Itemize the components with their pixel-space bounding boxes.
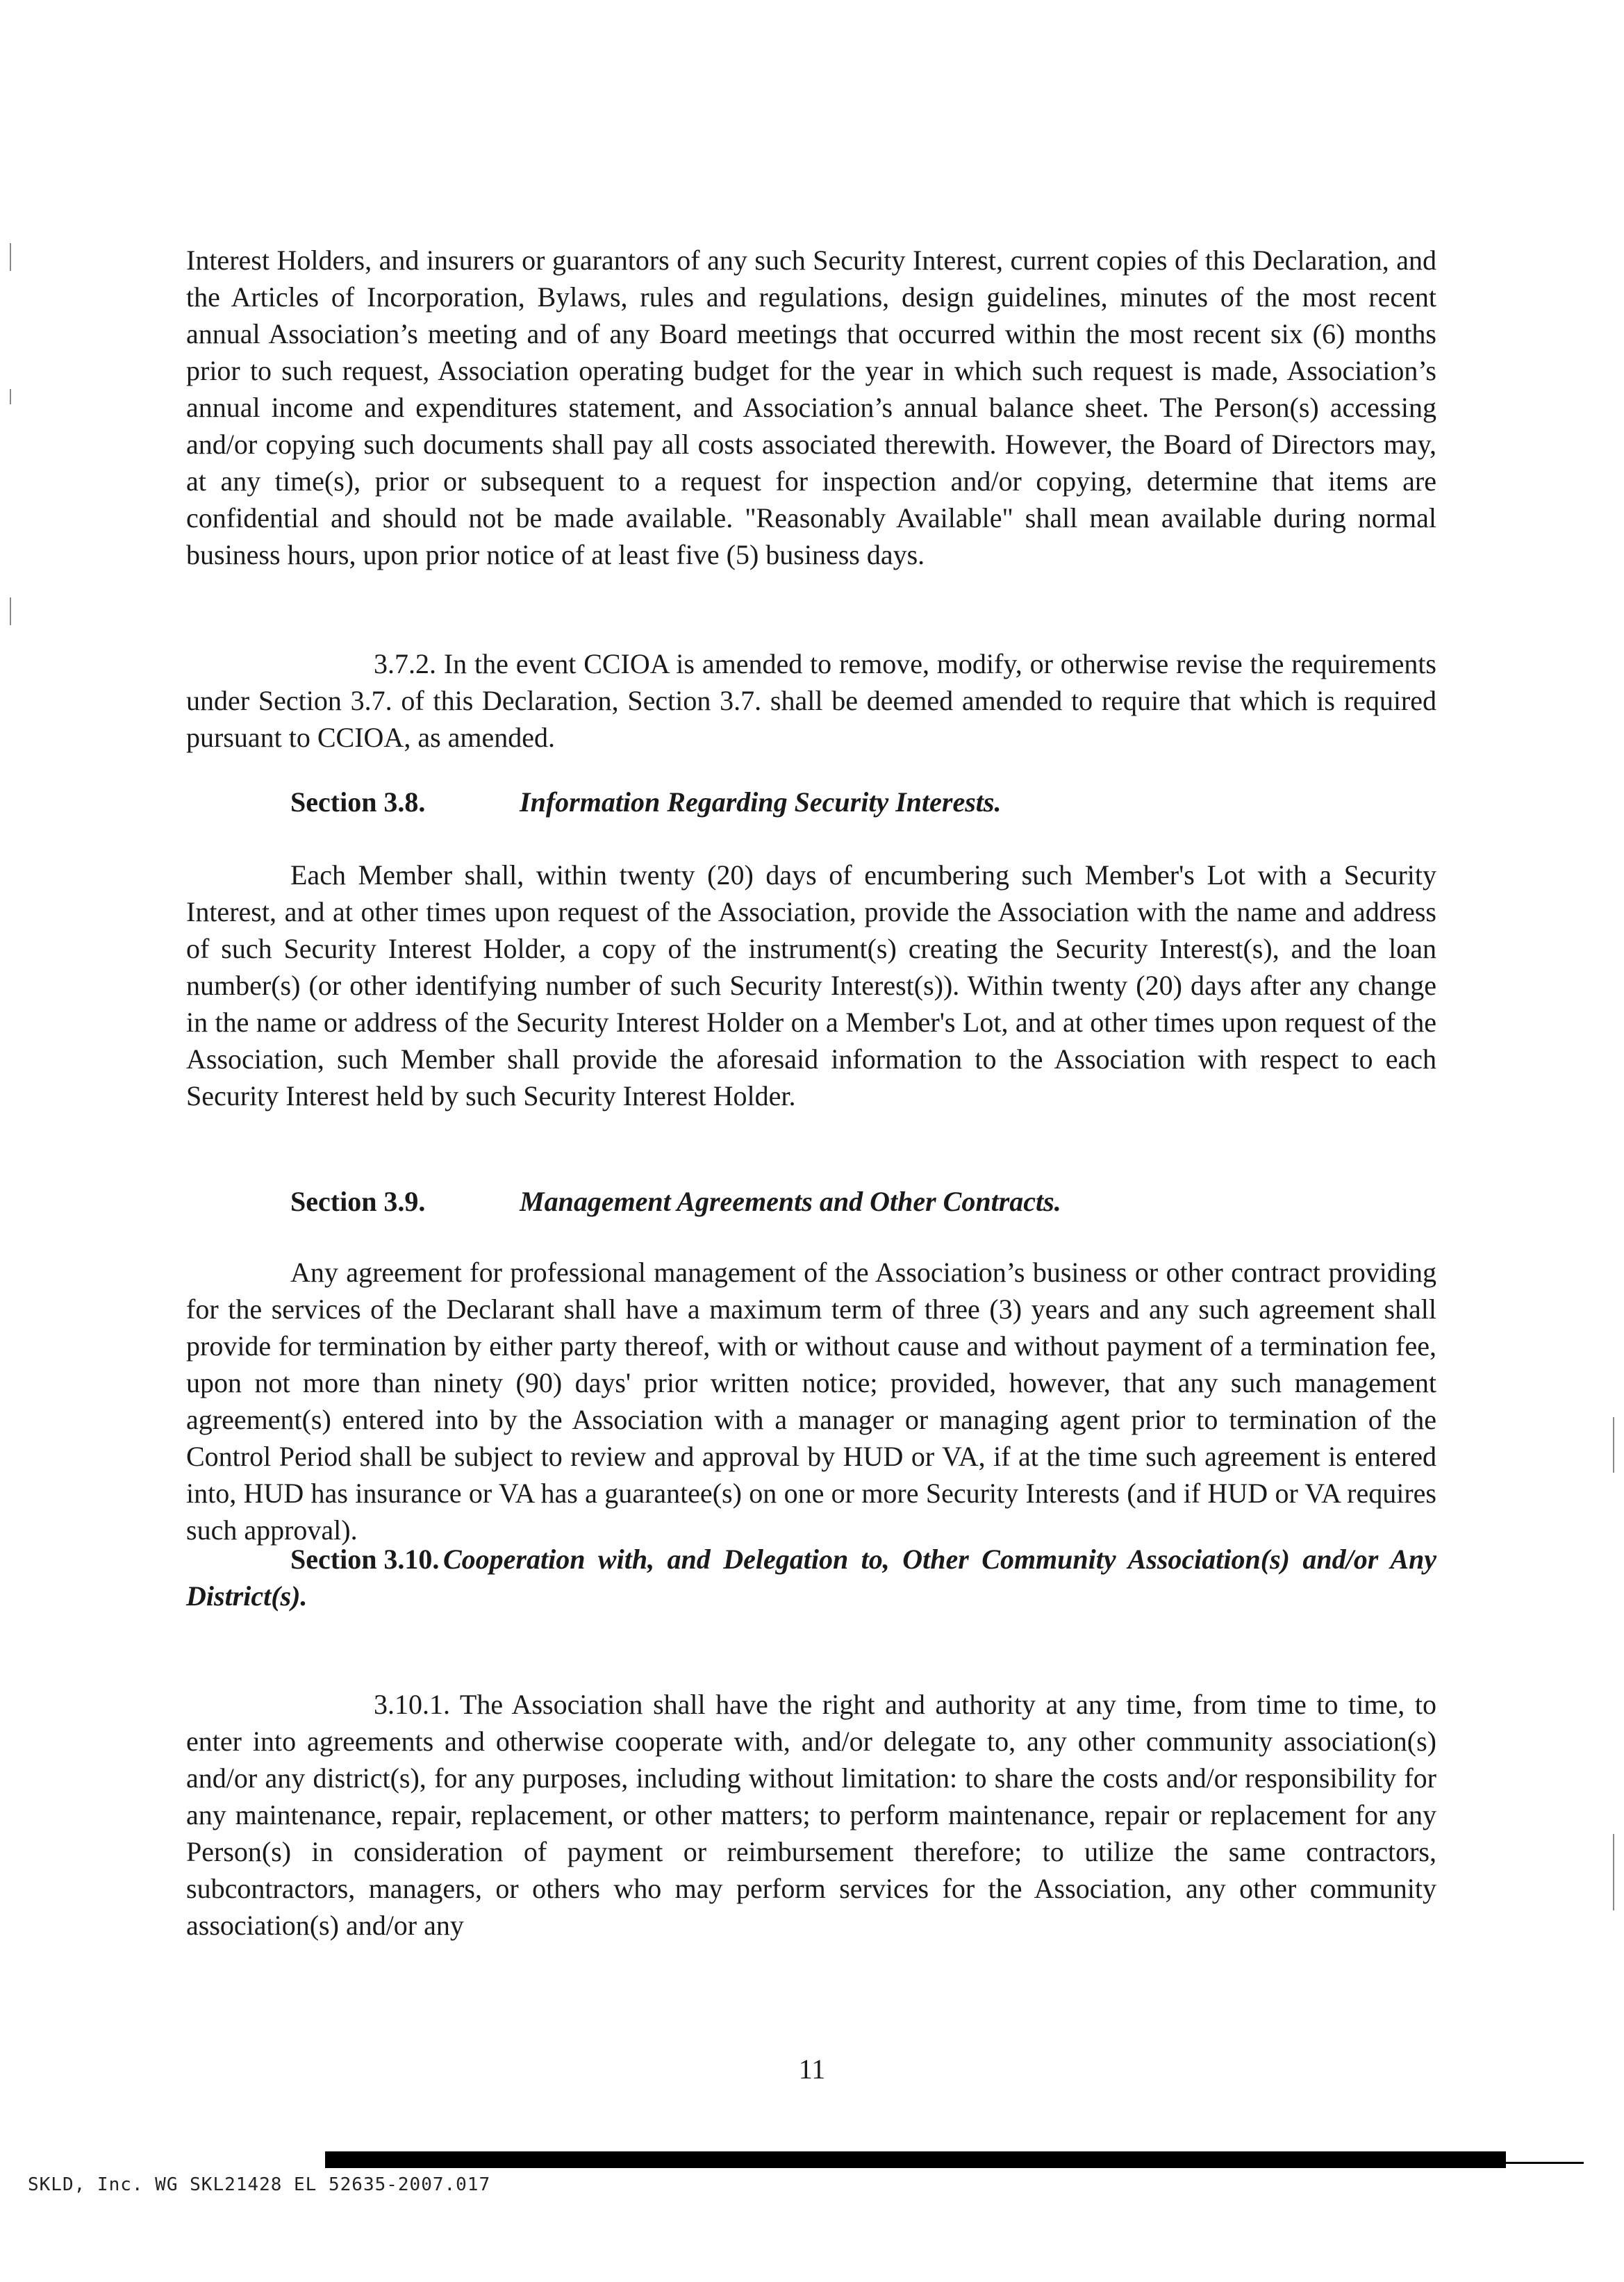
- section-3-8-heading: [186, 784, 1436, 820]
- section-3-8-number: Section 3.8.: [290, 786, 426, 818]
- paragraph-3-7-2: 3.7.2. In the event CCIOA is amended to remove, modify, or otherwise revise the requirements under Section 3.7. of this Declaration, Section 3.7. shall be deemed amended to require that which is required pursuant to CCIOA, as amended.: [186, 648, 1436, 753]
- section-3-8-title: Information Regarding Security Interests.: [520, 786, 1002, 818]
- page-number: 11: [798, 2053, 826, 2085]
- footer-bar-line: [1500, 2162, 1584, 2164]
- scan-mark: [10, 243, 11, 271]
- paragraph-section-3-9: Any agreement for professional management of the Association’s business or other contract providing for the services of the Declarant shall have a maximum term of three (3) years and any such agreement shall provide for termination by either party thereof, with or without cause and without payment of a termination fee, upon not more than ninety (90) days' prior written notice; provided, however, that any such management agreement(s) entered into by the Association with a manager or managing agent prior to termination of the Control Period shall be subject to review and approval by HUD or VA, if at the time such agreement is entered into, HUD has insurance or VA has a guarantee(s) on one or more Security Interests (and if HUD or VA requires such approval).: [186, 1257, 1436, 1546]
- section-3-9-title: Management Agreements and Other Contracts.: [520, 1186, 1061, 1217]
- paragraph-section-3-8: Each Member shall, within twenty (20) days of encumbering such Member's Lot with a Security Interest, and at other times upon request of the Association, provide the Association with the name and address of such Security Interest Holder, a copy of the instrument(s) creating the Security Interest(s), and the loan number(s) (or other identifying number of such Security Interest(s)). Within twenty (20) days after any change in the name or address of the Security Interest Holder on a Member's Lot, and at other times upon request of the Association, such Member shall provide the aforesaid information to the Association with respect to each Security Interest held by such Security Interest Holder.: [186, 859, 1436, 1111]
- scan-mark: [10, 389, 11, 404]
- section-3-9-heading: [186, 1183, 1436, 1220]
- scan-mark: [10, 597, 11, 625]
- footer-bar: [325, 2151, 1506, 2168]
- section-3-10-number: Section 3.10.: [290, 1544, 440, 1575]
- scan-mark: [1613, 1834, 1614, 1910]
- paragraph-inspection-documents: Interest Holders, and insurers or guarantors of any such Security Interest, current copies of this Declaration, and the Articles of Incorporation, Bylaws, rules and regulations, design guidelines, minutes of the most recent annual Association’s meeting and of any Board meetings that occurred within the most recent six (6) months prior to such request, Association operating budget for the year in which such request is made, Association’s annual income and expenditures statement, and Association’s annual balance sheet. The Person(s) accessing and/or copying such documents shall pay all costs associated therewith. However, the Board of Directors may, at any time(s), prior or subsequent to a request for inspection and/or copying, determine that items are confidential and should not be made available. "Reasonably Available" shall mean available during normal business hours, upon prior notice of at least five (5) business days.: [186, 245, 1436, 570]
- section-3-9-number: Section 3.9.: [290, 1186, 426, 1217]
- section-3-10-title: Cooperation with, and Delegation to, Other Community Association(s) and/or Any District(s).: [186, 1544, 1436, 1612]
- section-3-10-heading: [186, 1541, 1436, 1614]
- paragraph-3-10-1: 3.10.1. The Association shall have the right and authority at any time, from time to time, to enter into agreements and otherwise cooperate with, and/or delegate to, any other community association(s) and/or any district(s), for any purposes, including without limitation: to share the costs and/or responsibility for any maintenance, repair, replacement, or other matters; to perform maintenance, repair or replacement for any Person(s) in consideration of payment or reimbursement therefore; to utilize the same contractors, subcontractors, managers, or others who may perform services for the Association, any other community association(s) and/or any: [186, 1689, 1436, 1941]
- scan-mark: [1613, 1417, 1614, 1473]
- footer-reference: SKLD, Inc. WG SKL21428 EL 52635-2007.017: [28, 2174, 491, 2195]
